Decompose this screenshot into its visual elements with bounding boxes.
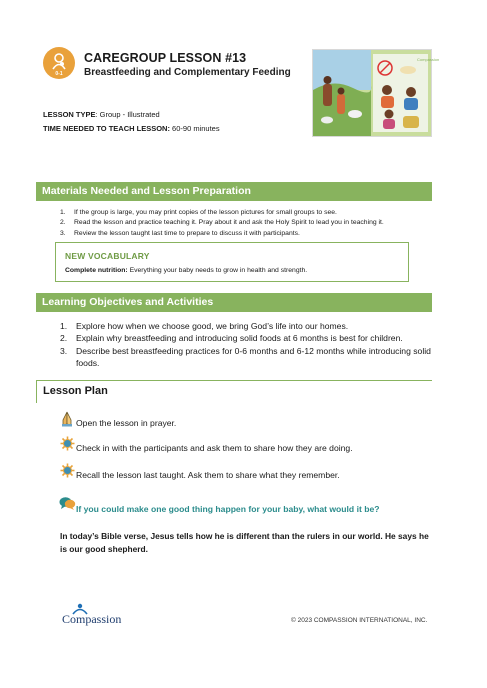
lesson-step — [60, 411, 440, 431]
list-item: 3. Describe best breastfeeding practices for 0-6 months and 6-12 months while introducing solid foods. — [60, 345, 431, 369]
discussion-question: If you could make one good thing happen for your baby, what would it be? — [76, 504, 380, 514]
objectives-heading: Learning Objectives and Activities — [36, 293, 432, 312]
lesson-cover-image — [312, 49, 440, 137]
lesson-type-label: LESSON TYPE — [43, 110, 96, 119]
badge-label: 0-1 — [55, 71, 63, 77]
logo-wordmark: Compassion — [62, 612, 122, 626]
lesson-plan-rule — [36, 380, 432, 381]
lesson-subtitle: Breastfeeding and Complementary Feeding — [84, 67, 291, 78]
vocabulary-definition: Everything your baby needs to grow in health and strength. — [127, 267, 308, 274]
vocabulary-entry — [65, 267, 307, 274]
objectives-list — [60, 320, 432, 370]
list-item: 1. If the group is large, you may print copies of the lesson pictures for small groups to see. — [60, 209, 337, 216]
compassion-logo — [62, 603, 126, 627]
lesson-step — [60, 436, 440, 456]
bible-verse-intro: In today’s Bible verse, Jesus tells how he is different than the rulers in our world. He says he is our good shepherd. — [60, 531, 429, 554]
lesson-type-value: : Group - Illustrated — [95, 110, 160, 119]
speech-bubbles-icon — [59, 496, 76, 511]
time-needed — [43, 124, 220, 133]
vocabulary-term: Complete nutrition: — [65, 267, 128, 274]
sun-icon — [60, 436, 75, 451]
lesson-step — [60, 463, 440, 483]
copyright-notice: © 2023 COMPASSION INTERNATIONAL, INC. — [291, 617, 428, 624]
list-item: 1. Explore how when we choose good, we bring God’s life into our homes. — [60, 321, 349, 331]
sun-icon — [60, 463, 75, 478]
lesson-title: CAREGROUP LESSON #13 — [84, 51, 247, 65]
lesson-type — [43, 110, 160, 119]
materials-heading: Materials Needed and Lesson Preparation — [36, 182, 432, 201]
vocabulary-heading: NEW VOCABULARY — [65, 251, 150, 261]
vocabulary-box — [55, 242, 409, 282]
lesson-plan-bracket — [36, 381, 37, 403]
praying-hands-icon — [60, 411, 74, 427]
lesson-plan-heading: Lesson Plan — [43, 385, 108, 397]
step-text: Open the lesson in prayer. — [76, 418, 177, 428]
time-needed-label: TIME NEEDED TO TEACH LESSON: — [43, 124, 170, 133]
materials-list — [60, 208, 430, 239]
time-needed-value: 60-90 minutes — [169, 124, 220, 133]
lesson-badge — [43, 47, 75, 79]
svg-text:Compassion: Compassion — [417, 57, 440, 62]
list-item: 3. Review the lesson taught last time to prepare to discuss it with participants. — [60, 229, 300, 237]
list-item: 2. Explain why breastfeeding and introducing solid foods at 6 months is best for children. — [60, 333, 403, 344]
list-item: 2. Read the lesson and practice teaching it. Pray about it and ask the Holy Spirit to lead you in teaching it. — [60, 219, 384, 227]
step-text: Recall the lesson last taught. Ask them to share what they remember. — [76, 470, 340, 480]
step-text: Check in with the participants and ask them to share how they are doing. — [76, 443, 353, 453]
